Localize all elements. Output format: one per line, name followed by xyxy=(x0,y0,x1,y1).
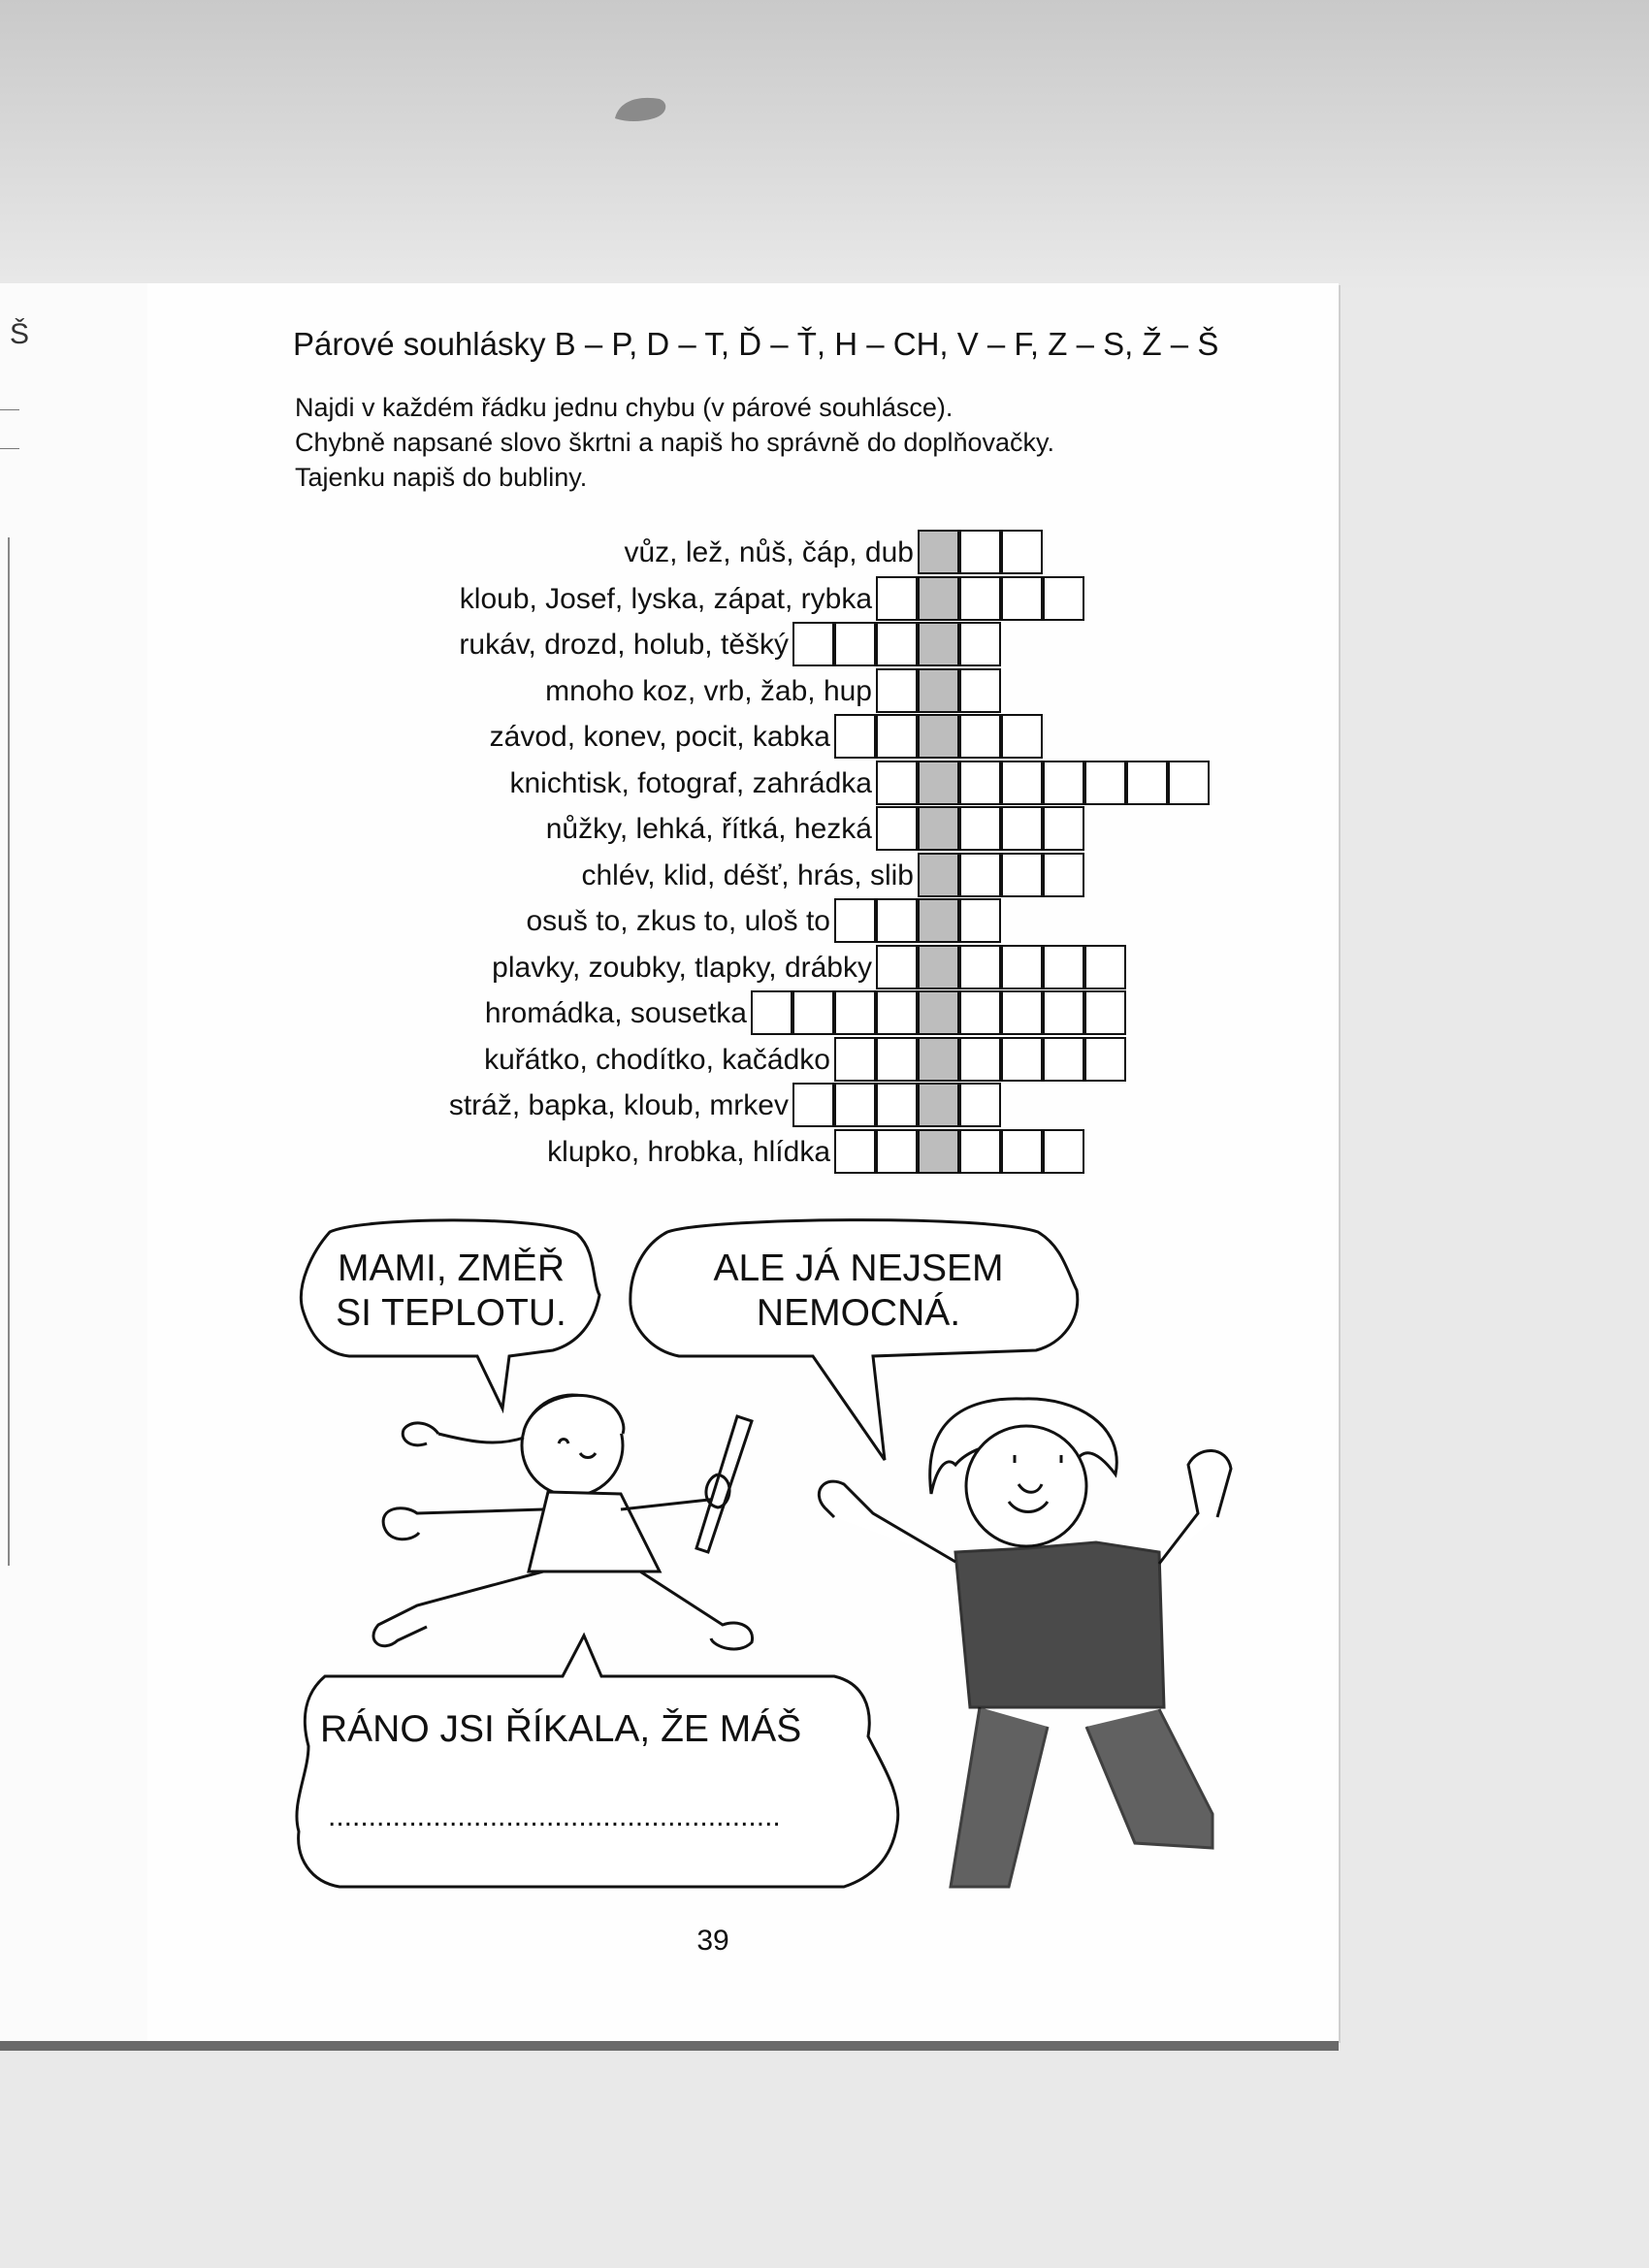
page-title: Párové souhlásky B – P, D – T, Ď – Ť, H – CH, V – F, Z – S, Ž – Š xyxy=(293,326,1219,362)
answer-speech-bubble xyxy=(297,1636,898,1887)
crossword-clue: rukáv, drozd, holub, těšký xyxy=(459,629,789,661)
crossword-clue: klupko, hrobka, hlídka xyxy=(547,1135,830,1168)
crossword-clue: osuš to, zkus to, uloš to xyxy=(526,905,830,937)
girl-bubble-text: MAMI, ZMĚŘ SI TEPLOTU. xyxy=(336,1247,566,1334)
crossword-clue: nůžky, lehká, řítká, hezká xyxy=(545,813,872,845)
crossword-clue: vůz, lež, nůš, čáp, dub xyxy=(624,536,914,568)
instruction-line: Chybně napsané slovo škrtni a napiš ho správně do doplňovačky. xyxy=(295,428,1054,457)
answer-blank-line[interactable]: ........................................................ xyxy=(328,1800,781,1832)
page-number: 39 xyxy=(696,1925,729,1957)
crossword-clue: stráž, bapka, kloub, mrkev xyxy=(448,1089,789,1121)
instruction-line: Najdi v každém řádku jednu chybu (v párové souhlásce). xyxy=(295,393,954,422)
crossword-clue: hromádka, sousetka xyxy=(484,997,747,1029)
crossword-clue: mnoho koz, vrb, žab, hup xyxy=(545,674,872,707)
girl-figure xyxy=(373,1395,753,1649)
crossword-clue: závod, konev, pocit, kabka xyxy=(489,721,830,753)
mother-bubble-text: ALE JÁ NEJSEM NEMOCNÁ. xyxy=(713,1247,1004,1334)
instruction-line: Tajenku napiš do bubliny. xyxy=(295,463,588,492)
crossword-clue: kloub, Josef, lyska, zápat, rybka xyxy=(459,582,872,615)
crossword-clue: plavky, zoubky, tlapky, drábky xyxy=(492,951,872,984)
crossword-clue: chlév, klid, déšť, hrás, slib xyxy=(581,859,914,891)
crossword-clue: knichtisk, fotograf, zahrádka xyxy=(509,766,872,799)
crossword-clue: kuřátko, chodítko, kačádko xyxy=(484,1043,830,1076)
answer-bubble-text: RÁNO JSI ŘÍKALA, ŽE MÁŠ xyxy=(320,1708,802,1750)
previous-page-letter: Š xyxy=(10,318,30,350)
